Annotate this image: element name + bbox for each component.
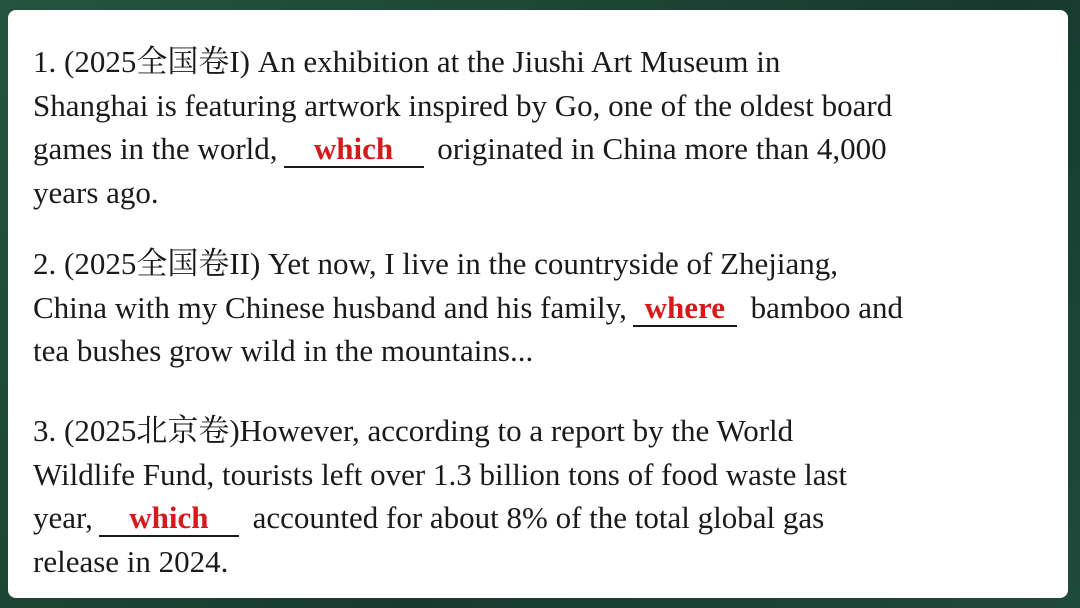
question-3-line-1: 3. (2025北京卷)However, according to a report by the World <box>33 413 794 448</box>
answer-blank-1 <box>284 132 424 168</box>
question-1-line-4: years ago. <box>33 174 159 210</box>
question-1 <box>33 40 1048 214</box>
question-3 <box>33 409 1048 583</box>
question-3-line-4: release in 2024. <box>33 543 229 579</box>
question-2-line-2 <box>33 286 1048 330</box>
question-2-line-3: tea bushes grow wild in the mountains... <box>33 333 534 368</box>
question-3-line-3-after: accounted for about 8% of the total global gas <box>252 500 825 535</box>
question-1-line-2: Shanghai is featuring artwork inspired by Go, one of the oldest board <box>33 87 893 123</box>
question-1-line-3-before: games in the world, <box>33 131 278 166</box>
question-3-line-3-before: year, <box>33 500 93 535</box>
question-1-line-1: 1. (2025全国卷I) An exhibition at the Jiushi Art Museum in <box>33 44 781 79</box>
question-2-line-2-after: bamboo and <box>750 289 903 325</box>
slide-content <box>8 10 1068 598</box>
question-3-line-3 <box>33 496 1048 540</box>
answer-blank-2 <box>633 291 737 327</box>
question-2 <box>33 242 1048 373</box>
answer-blank-3 <box>99 501 239 537</box>
question-2-line-1: 2. (2025全国卷II) Yet now, I live in the countryside of Zhejiang, <box>33 246 839 281</box>
question-2-line-2-before: China with my Chinese husband and his family, <box>33 289 627 325</box>
answer-3: which <box>129 500 209 535</box>
answer-2: where <box>644 289 725 325</box>
question-1-line-3-after: originated in China more than 4,000 <box>437 131 887 166</box>
question-1-line-3 <box>33 127 1048 171</box>
question-3-line-2: Wildlife Fund, tourists left over 1.3 billion tons of food waste last <box>33 456 848 492</box>
answer-1: which <box>313 131 394 166</box>
